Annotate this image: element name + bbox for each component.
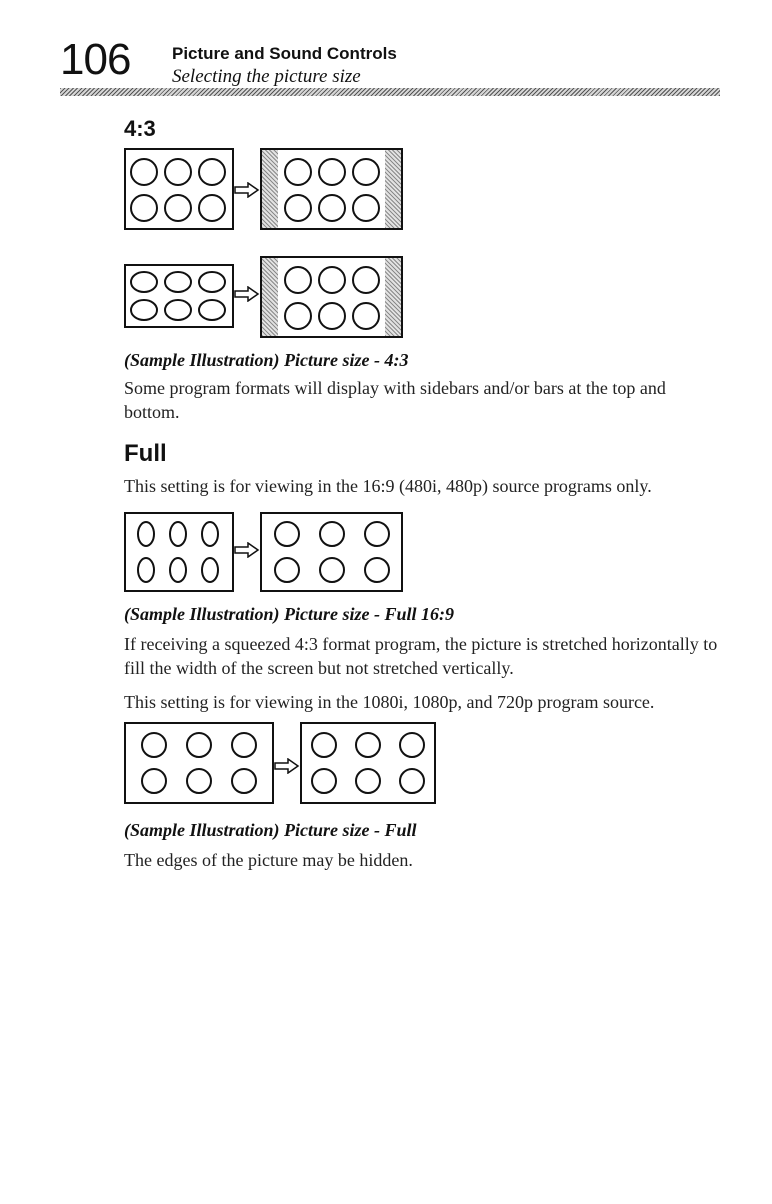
source-screen <box>124 148 234 230</box>
circle-grid-icon <box>262 150 401 228</box>
paragraph-full-intro: This setting is for viewing in the 16:9 (480i, 480p) source programs only. <box>124 476 652 496</box>
circle-grid-icon <box>262 258 401 336</box>
circle-grid-icon <box>126 150 232 228</box>
source-screen <box>124 512 234 592</box>
page-number: 106 <box>60 35 131 84</box>
paragraph-stretch: If receiving a squeezed 4:3 format program, the picture is stretched horizontally to fill the width of the screen but not stretched vertically. <box>124 634 718 678</box>
result-screen <box>260 148 403 230</box>
circle-grid-icon <box>126 724 272 802</box>
header-rule <box>60 88 720 96</box>
right-arrow-icon <box>234 542 260 558</box>
result-screen <box>260 256 403 338</box>
section-title: Selecting the picture size <box>172 66 361 87</box>
circle-grid-icon <box>126 266 232 326</box>
circle-grid-icon <box>262 514 401 590</box>
paragraph-edges: The edges of the picture may be hidden. <box>124 850 413 870</box>
right-arrow-icon <box>234 182 260 198</box>
heading-4-3: 4:3 <box>124 116 156 141</box>
circle-grid-icon <box>126 514 232 590</box>
source-screen <box>124 264 234 328</box>
result-screen <box>260 512 403 592</box>
caption-full-16-9: (Sample Illustration) Picture size - Full 16:9 <box>124 604 455 624</box>
heading-full: Full <box>124 440 167 467</box>
source-screen <box>124 722 274 804</box>
chapter-title: Picture and Sound Controls <box>172 44 397 63</box>
paragraph-4-3: Some program formats will display with sidebars and/or bars at the top and bottom. <box>124 378 666 422</box>
caption-4-3: (Sample Illustration) Picture size - 4:3 <box>124 350 409 370</box>
right-arrow-icon <box>234 286 260 302</box>
paragraph-source: This setting is for viewing in the 1080i, 1080p, and 720p program source. <box>124 692 655 712</box>
circle-grid-icon <box>302 724 434 802</box>
caption-full: (Sample Illustration) Picture size - Full <box>124 820 417 840</box>
right-arrow-icon <box>274 758 300 774</box>
result-screen <box>300 722 436 804</box>
